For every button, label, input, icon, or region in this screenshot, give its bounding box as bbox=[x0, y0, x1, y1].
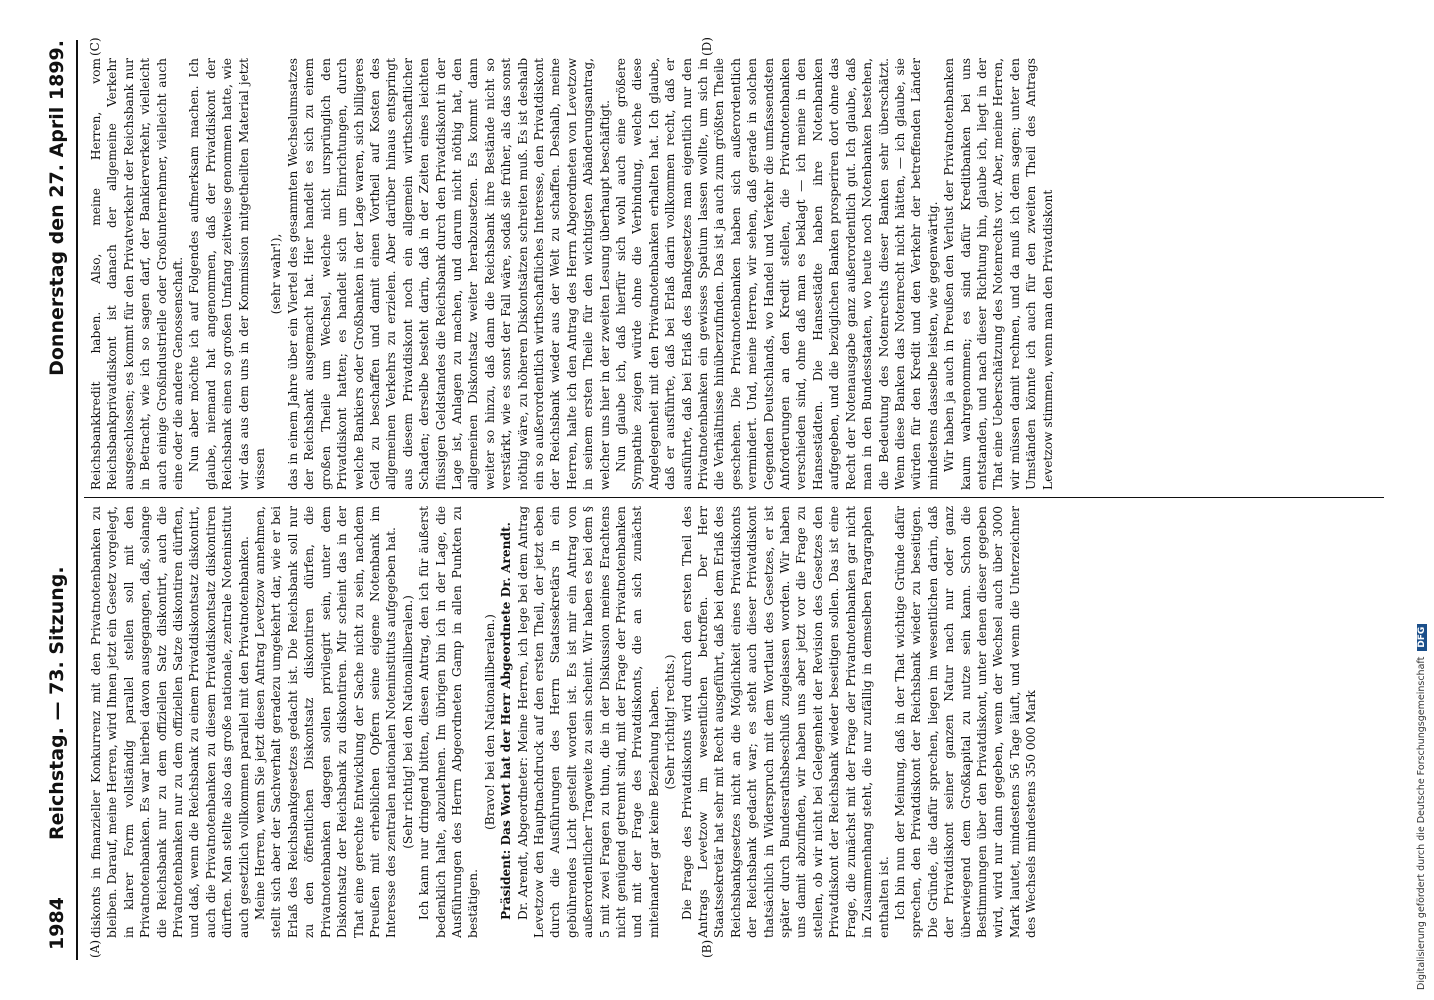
dfg-logo: DFG bbox=[1417, 624, 1427, 651]
session-title: Reichstag. — 73. Sitzung. bbox=[46, 566, 68, 840]
header-rule bbox=[76, 40, 78, 960]
paragraph: Nun aber möchte ich auf Folgendes aufmerksam machen. Ich glaube, niemand hat angenommen, daß der Privatdiskont der Reichsbank einen so großen Umfang zeitweise genommen hatte, wie wir das aus dem uns in der Kommission mitgetheilten Material jetzt wissen bbox=[187, 58, 268, 490]
page-number: 1984 bbox=[46, 897, 68, 950]
speaker-line: Präsident: Das Wort hat der Herr Abgeordnete Dr. Arendt. bbox=[499, 522, 514, 920]
interjection: (Sehr richtig! rechts.) bbox=[663, 654, 678, 790]
paragraph: Die Frage des Privatdiskonts wird durch den ersten Theil des Antrags Levetzow im wesentlichen betroffen. Der Herr Staatssekretär hat sehr mit Recht ausgeführt, daß bei dem Erlaß des Reichsbankgesetzes nicht an die Möglichkeit eines Privatdiskonts der Reichsbank gedacht war; es steht auch dieser Privatdiskont thatsächlich in Widerspruch mit dem Wortlaut des Gesetzes, er ist später durch Bundesrathsbeschluß zugelassen worden. Wir haben uns damit abzufinden, wir haben uns aber jetzt vor die Frage zu stellen, ob wir nicht bei Gelegenheit der Revision des Gesetzes den Privatdiskont der Reichsbank wieder beseitigen sollen. Das ist eine Frage, die zunächst mit der Frage der Privatnotenbanken gar nicht in Zusammenhang steht, die nur zufällig in demselben Paragraphen enthalten ist. bbox=[679, 506, 891, 938]
right-text-column bbox=[88, 58, 1378, 490]
interjection: (Bravo! bei den Nationalliberalen.) bbox=[482, 614, 497, 830]
paragraph: diskonts in finanzieller Konkurrenz mit den Privatnotenbanken zu bleiben. Darauf, meine Herren, wird Ihnen jetzt ein Gesetz vorgelegt, in klarer Form vollständig parallel stellen soll mit den Privatnotenbanken. Es war hierbei davon ausgegangen, daß, solange die Reichsbank nur zu dem offiziellen Satz diskontirt, auch die Privatnotenbanken nur zu dem offiziellen Satze diskontiren dürften, und daß, wenn die Reichsbank zu einem Privatdiskontsatz diskontirt, auch die Privatnotenbanken zu diesem Privatdiskontsatz diskontiren dürften. Man stellte also das große nationale, zentrale Noteninstitut auch gesetzlich vollkommen parallel mit den Privatnotenbanken. bbox=[89, 506, 251, 938]
digitization-credit bbox=[1416, 10, 1427, 990]
rotated-page bbox=[40, 37, 1390, 960]
paragraph: das in einem Jahre über ein Viertel des gesammten Wechselumsatzes der Reichsbank ausgemacht hat. Hier handelt es sich zu einem großen Theile um Wechsel, welche nicht ursprünglich den Privatdiskont hatten; es handelt sich um Einrichtungen, durch welche Bankiers oder Großbanken in der Lage waren, sich billigeres Geld zu beschaffen und damit einen Vortheil auf Kosten des allgemeinen Verkehrs zu erzielen. Aber darüber hinaus entspringt aus diesem Privatdiskont noch ein allgemein wirthschaftlicher Schaden; derselbe besteht darin, daß in der Zeiten eines leichten flüssigen Geldstandes die Reichsbank durch den Privatdiskont in der Lage ist, Anlagen zu machen, und darum nicht nöthig hat, den allgemeinen Diskontsatz weiter herabzusetzen. Es kommt dann weiter so hinzu, daß dann die Reichsbank ihre Bestände nicht so verstärkt, wie es sonst der Fall wäre, sodaß sie früher, als das sonst nöthig wäre, zu höheren Diskontsätzen schreiten muß. Es ist deshalb ein so außerordentlich wirthschaftliches Interesse, den Privatdiskont der Reichsbank wieder aus der Welt zu schaffen. Deshalb, meine Herren, halte ich den Antrag des Herrn Abgeordneten von Levetzow in seinem ersten Theile für den wichtigsten Abänderungsantrag, welcher uns hier in der zweiten Lesung überhaupt beschäftigt. bbox=[285, 58, 612, 490]
column-divider bbox=[84, 497, 1384, 498]
paragraph: Wir haben ja auch in Preußen den Verlust der Privatnotenbanken kaum wahrgenommen; es sind dafür Kreditbanken bei uns entstanden, und nach dieser Richtung hin, glaube ich, liegt in der That eine Ueberschätzung des Notenrechts vor. Aber, meine Herren, wir müssen damit rechnen, und da muß ich dem sagen; unter den Umständen könnte ich auch für den zweiten Theil des Antrags Levetzow stimmen, wenn man den Privatdiskont bbox=[942, 58, 1055, 490]
margin-marker-a: (A) bbox=[88, 939, 102, 958]
session-date: Donnerstag den 27. April 1899. bbox=[46, 40, 68, 376]
page-header bbox=[40, 40, 76, 960]
paragraph: Ich kann nur dringend bitten, diesen Antrag, den ich für äußerst bedenklich halte, abzulehnen. Im übrigen bin ich in der Lage, die Ausführungen des Herrn Abgeordneten Gamp in allen Punkten zu bestätigen. bbox=[417, 506, 481, 938]
credit-text: Digitalisierung gefördert durch die Deutsche Forschungsgemeinschaft bbox=[1416, 656, 1427, 990]
left-text-column bbox=[88, 506, 1378, 938]
interjection: (sehr wahr!), bbox=[269, 233, 284, 315]
paragraph: Reichsbankkredit haben. Also, meine Herren, vom Reichsbankprivatdiskont ist danach der allgemeine Verkehr ausgeschlossen; es kommt für den Privatverkehr der Reichsbank nur in Betracht, wie ich so sagen darf, der Bankierverkehr, vielleicht auch einige Großindustrielle oder Großunternehmer, vielleicht auch eine oder die andere Genossenschaft. bbox=[89, 58, 186, 490]
paragraph: Dr. Arendt, Abgeordneter: Meine Herren, ich lege bei dem Antrag Levetzow den Hauptnachdruck auf den ersten Theil, der jetzt eben durch die Ausführungen des Herrn Staatssekretärs in ein gebührendes Licht gestellt worden ist. Es ist mir ein Antrag von außerordentlicher Tragweite zu sein scheint. Wir haben es bei dem § 5 mit zwei Fragen zu thun, die in der Diskussion meines Erachtens nicht genügend getrennt sind, mit der Frage der Privatnotenbanken und mit der Frage des Privatdiskonts, die an sich zunächst miteinander gar keine Beziehung haben. bbox=[515, 506, 661, 938]
paragraph: Ich bin nun der Meinung, daß in der That wichtige Gründe dafür sprechen, den Privatdiskont der Reichsbank wieder zu beseitigen. Die Gründe, die dafür sprechen, liegen im wesentlichen darin, daß der Privatdiskont seiner ganzen Natur nach nur oder ganz überwiegend dem Großkapital zu nutze sein kann. Schon die Bestimmungen über den Privatdiskont, unter denen dieser gegeben wird, wird nur dann gegeben, wenn der Wechsel auch über 3000 Mark lautet, mindestens 56 Tage läuft, und wenn die Unterzeichner des Wechsels mindestens 350 000 Mark bbox=[892, 506, 1039, 938]
margin-marker-c: (C) bbox=[88, 37, 102, 56]
paragraph: Nun glaube ich, daß hierfür sich wohl auch eine größere Sympathie zeigen würde ohne die Verbindung, welche diese Angelegenheit mit den Privatnotenbanken erhalten hat. Ich glaube, daß er ausführte, daß bei Erlaß darin vollkommen recht, daß er ausführte, daß bei Erlaß des Bankgesetzes man eigentlich nur den Privatnotenbanken ein gewisses Spatium lassen wollte, um sich in die Verhältnisse hinüberzufinden. Das ist ja auch zum größten Theile geschehen. Die Privatnotenbanken haben sich außerordentlich vermindert. Und, meine Herren, wir sehen, daß gerade in solchen Gegenden Deutschlands, wo Handel und Verkehr die umfassendsten Anforderungen an den Kredit stellen, die Privatnotenbanken verschieden sind, ohne daß man es beklagt — ich meine in den Hansestädten. Die Hansestädte haben ihre Notenbanken aufgegeben, und die bezüglichen Banken prosperiren dort ohne das Recht der Notenausgabe ganz außerordentlich gut. Ich glaube, daß man in den Bundesstaaten, wo heute noch Notenbanken bestehen, die Bedeutung des Notenrechts dieser Banken sehr überschätzt. Wenn diese Banken das Notenrecht nicht hätten, — ich glaube, sie würden für den Kredit und den Verkehr der betreffenden Länder mindestens dasselbe leisten, wie gegenwärtig. bbox=[614, 58, 940, 490]
interjection: (Sehr richtig! bei den Nationalliberalen.) bbox=[400, 595, 415, 849]
margin-marker-d: (D) bbox=[700, 37, 714, 56]
margin-marker-b: (B) bbox=[700, 939, 714, 958]
paragraph: Meine Herren, wenn Sie jetzt diesen Antrag Levetzow annehmen, stellt sich aber der Sachverhalt geradezu umgekehrt dar, wie er bei Erlaß des Reichsbankgesetzes gedacht ist. Die Reichsbank soll nur zu den öffentlichen Diskontsatz diskontiren dürfen, die Privatnotenbanken dagegen sollen privilegirt sein, unter dem Diskontsatz der Reichsbank zu diskontiren. Mir scheint das in der That eine gerechte Entwicklung der Sache nicht zu sein, nachdem Preußen mit erheblichen Opfern seine eigene Notenbank im Interesse des zentralen nationalen Noteninstituts aufgegeben hat. bbox=[253, 506, 399, 938]
